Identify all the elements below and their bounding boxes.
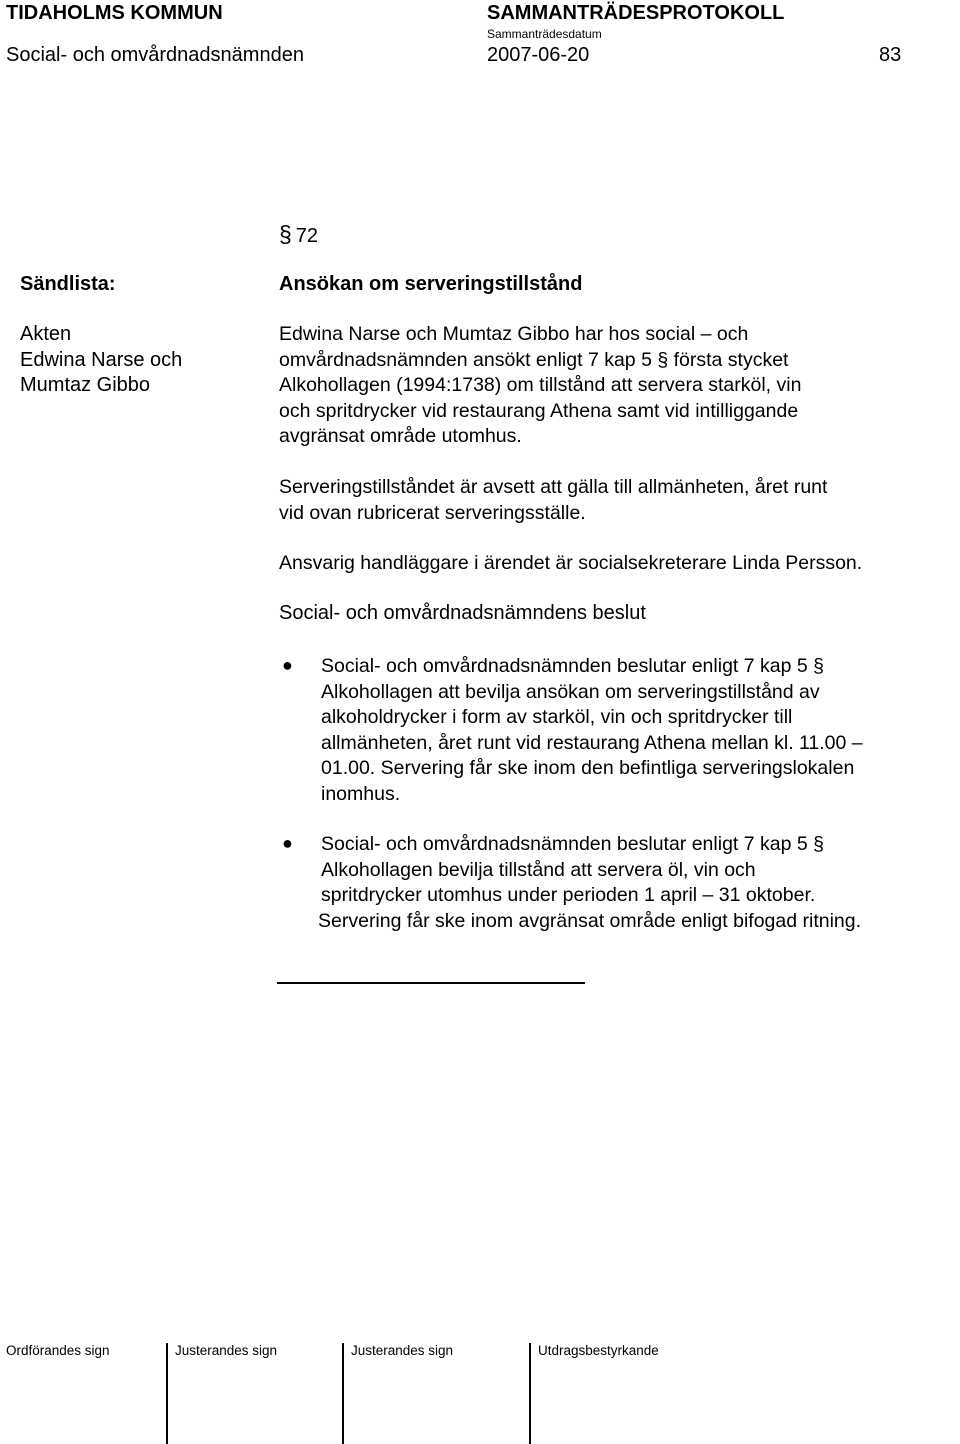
send-list-item: Akten [20, 323, 72, 345]
intro-paragraph [279, 322, 801, 450]
committee-name: Social- och omvårdnadsnämnden [6, 44, 304, 66]
meeting-date: 2007-06-20 [487, 44, 590, 66]
signature-divider [529, 1343, 531, 1444]
text-line: Alkohollagen bevilja tillstånd att servera öl, vin och [321, 858, 756, 881]
text-line: vid ovan rubricerat serveringsställe. [279, 501, 586, 524]
chair-signature-label: Ordförandes sign [6, 1343, 110, 1358]
decision-item [318, 832, 862, 934]
send-list [20, 322, 240, 399]
text-line: och spritdrycker vid restaurang Athena samt vid intilliggande [279, 399, 799, 422]
text-line: allmänheten, året runt vid restaurang Athena mellan kl. 11.00 – [321, 731, 863, 754]
text-line: alkoholdrycker i form av starköl, vin och spritdrycker till [321, 706, 793, 729]
bullet-icon: ● [282, 833, 293, 853]
text-line: omvårdnadsnämnden ansökt enligt 7 kap 5 § första stycket [279, 348, 789, 371]
text-line: inomhus. [321, 782, 401, 805]
text-line: Social- och omvårdnadsnämnden beslutar enligt 7 kap 5 § [321, 655, 824, 677]
text-line: Servering får ske inom avgränsat område enligt bifogad ritning. [318, 909, 862, 932]
separator-line [277, 982, 585, 984]
extract-certification-label: Utdragsbestyrkande [538, 1343, 659, 1358]
adjuster-signature-label: Justerandes sign [175, 1343, 278, 1358]
send-list-heading: Sändlista: [20, 273, 116, 295]
bullet-icon: ● [282, 655, 293, 675]
send-list-item: Mumtaz Gibbo [20, 374, 151, 397]
signature-divider [166, 1343, 168, 1444]
decision-item [321, 654, 863, 808]
signature-divider [342, 1343, 344, 1444]
text-line: spritdrycker utomhus under perioden 1 april – 31 oktober. [321, 884, 816, 907]
text-line: 01.00. Servering får ske inom den befintliga serveringslokalen [321, 757, 855, 780]
send-list-item: Edwina Narse och [20, 348, 183, 371]
text-line: Edwina Narse och Mumtaz Gibbo har hos social – och [279, 323, 749, 345]
paragraph-number-value: 72 [295, 225, 319, 247]
date-label: Sammanträdesdatum [487, 27, 602, 41]
page-number: 83 [879, 44, 902, 66]
paragraph-number [279, 221, 318, 248]
responsible-officer: Ansvarig handläggare i ärendet är socialsekreterare Linda Persson. [279, 552, 863, 574]
text-line: Alkohollagen att bevilja ansökan om serveringstillstånd av [321, 680, 820, 703]
paragraph-title: Ansökan om serveringstillstånd [279, 273, 583, 295]
text-line: Alkohollagen (1994:1738) om tillstånd att servera starköl, vin [279, 374, 802, 397]
document-type: SAMMANTRÄDESPROTOKOLL [487, 2, 785, 24]
scope-paragraph [279, 475, 827, 526]
section-sign: § [279, 221, 292, 247]
organization-name: TIDAHOLMS KOMMUN [6, 2, 223, 24]
text-line: Social- och omvårdnadsnämnden beslutar enligt 7 kap 5 § [321, 833, 824, 855]
text-line: avgränsat område utomhus. [279, 425, 522, 448]
decision-heading: Social- och omvårdnadsnämndens beslut [279, 602, 646, 624]
adjuster-signature-label: Justerandes sign [351, 1343, 454, 1358]
text-line: Serveringstillståndet är avsett att gälla till allmänheten, året runt [279, 476, 828, 498]
